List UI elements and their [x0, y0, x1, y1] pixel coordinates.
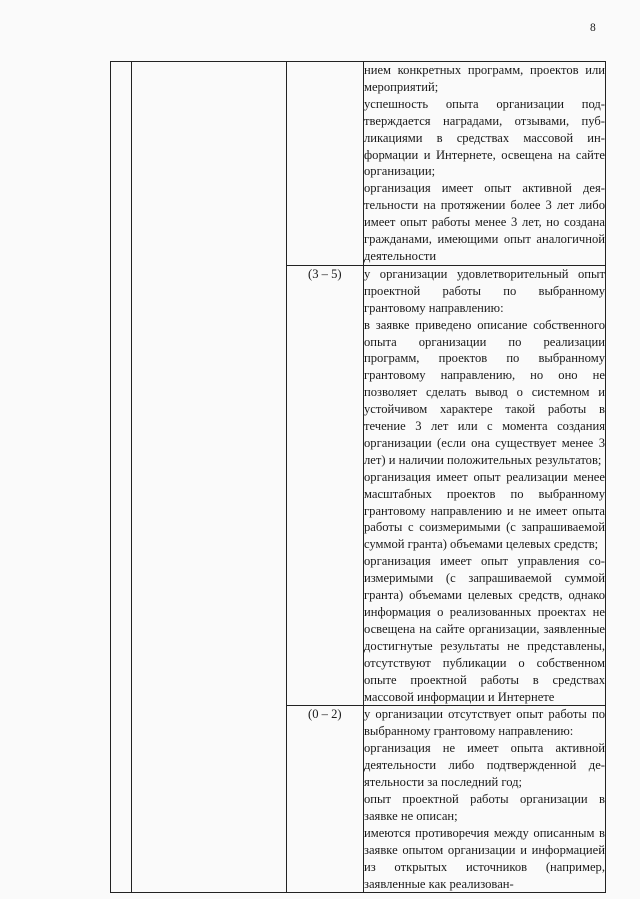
description-cell — [363, 706, 605, 893]
description-cell — [363, 62, 605, 266]
score-range-cell: (3 – 5) — [286, 265, 363, 706]
description-paragraph: в заявке приведено описание собственного опыта организации по реализации программ, проектов по выбранному грантовому направлению, но оно не позволяет сделать вывод о системном и устойчивом характере такой работы в течение 3 лет или с момента создания организации (если она существует менее 3 лет) и наличии положительных результатов; — [363, 317, 605, 467]
description-paragraph: имеются противоречия между описанным в заявке опытом организации и информацией из открытых источников (например, заявленные как реализован- — [363, 825, 605, 891]
description-paragraph: у организации отсутствует опыт работы по выбранному грантовому направлению: — [363, 707, 605, 739]
criterion-cell — [132, 62, 287, 893]
description-cell — [363, 265, 605, 706]
description-paragraph: у организации удовлетворительный опыт проектной работы по выбранному грантовому направлению: — [363, 266, 605, 315]
score-range-cell: (0 – 2) — [286, 706, 363, 893]
description-paragraph: опыт проектной работы организации в заявке не описан; — [363, 791, 605, 823]
index-cell — [111, 62, 132, 893]
description-paragraph: организация имеет опыт активной деятельности на протяжении более 3 лет либо имеет опыт работы менее 3 лет, но создана гражданами, имеющими опыт аналогичной деятельности — [363, 181, 605, 263]
criteria-table — [110, 61, 606, 893]
description-paragraph: организация имеет опыт управления соизмеримыми (с запрашиваемой суммой гранта) объемами целевых средств, однако информация о реализованных проектах не освещена на сайте организации, заявленные достигнутые результаты не представлены, отсутствуют публикации о собственном опыте проектной работы в средствах массовой информации и Интернете — [363, 554, 605, 704]
description-paragraph: организация имеет опыт реализации менее масштабных проектов по выбранному грантовому направлению и не имеет опыта работы с соизмеримыми (с запрашиваемой суммой гранта) объемами целевых средств; — [363, 469, 605, 552]
table-row — [111, 62, 606, 266]
score-range-cell — [286, 62, 363, 266]
description-paragraph: успешность опыта организации подтверждается наградами, отзывами, публикациями в средствах массовой информации и Интернете, освещена на сайте организации; — [363, 96, 605, 179]
description-paragraph: нием конкретных программ, проектов или мероприятий; — [363, 63, 605, 94]
description-paragraph: организация не имеет опыта активной деятельности либо подтвержденной деятельности за последний год; — [363, 741, 605, 790]
page-number: 8 — [590, 22, 596, 34]
